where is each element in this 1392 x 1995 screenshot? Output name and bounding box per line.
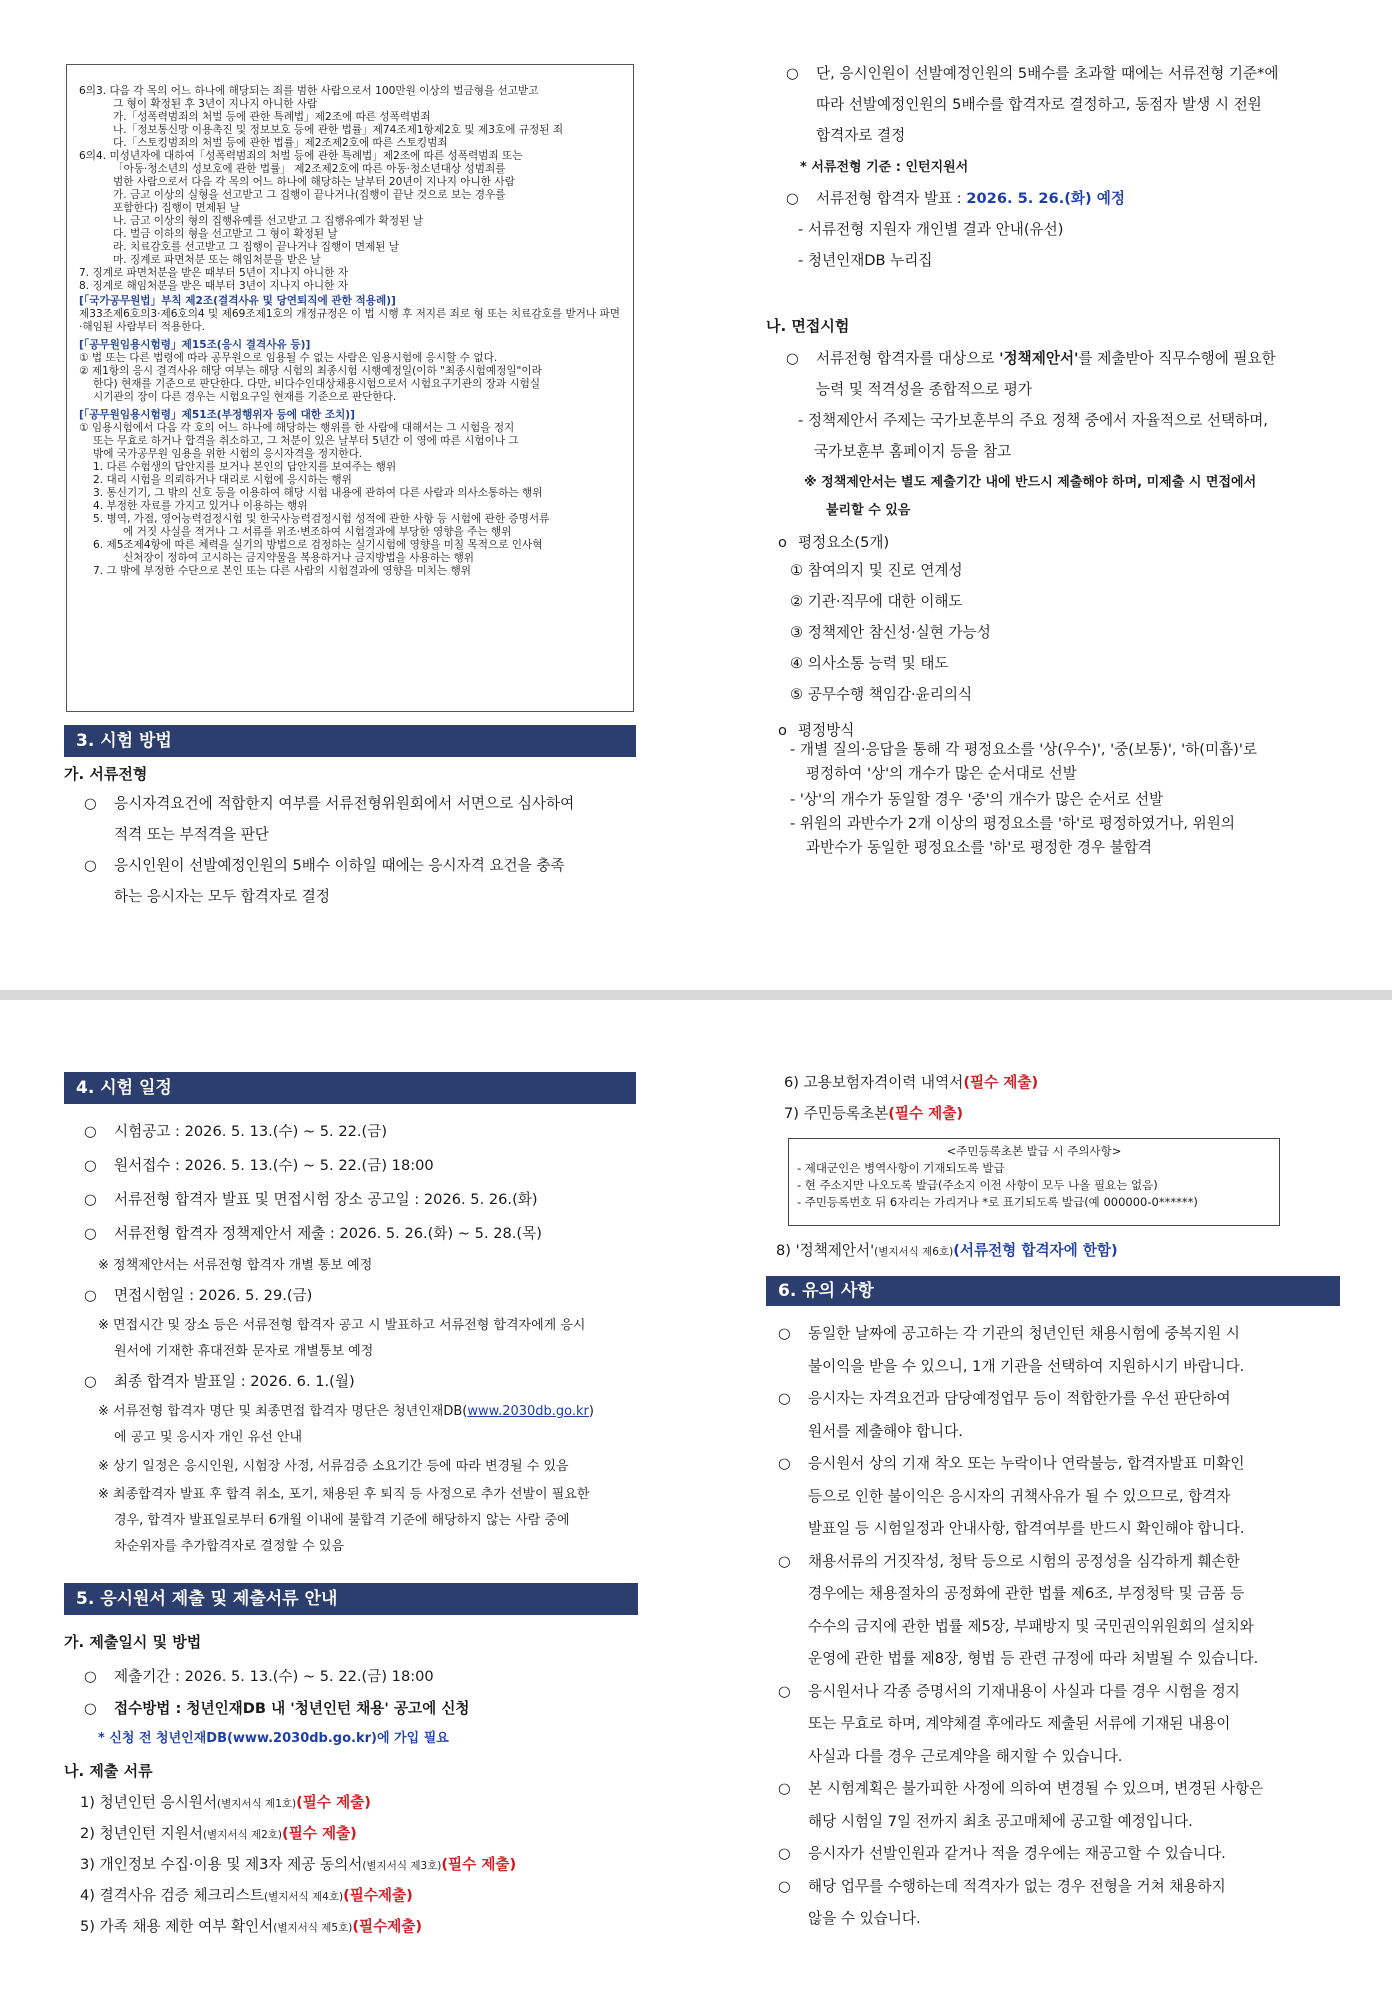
circle-bullet-icon: ○ [786,350,799,367]
circle-bullet-icon: ○ [778,1780,791,1797]
list-item-dash: - 정책제안서 주제는 국가보훈부의 주요 정책 중에서 자율적으로 선택하며, [798,412,1268,429]
circle-bullet-icon: ○ [84,1157,97,1174]
box-line: 「아동·청소년의 성보호에 관한 법률」 제2조제2호에 따른 아동·청소년대상 성범죄를 [113,163,506,175]
circle-bullet-icon: ○ [786,190,799,207]
list-item: ○ 응시인원이 선발예정인원의 5배수 이하일 때에는 응시자격 요건을 충족 [84,850,565,881]
caution-item-cont: 해당 시험일 7일 전까지 최초 공고매체에 공고할 예정입니다. [808,1812,1193,1830]
schedule-note: ※ 면접시간 및 장소 등은 서류전형 합격자 공고 시 발표하고 서류전형 합격자에게 응시 [98,1318,586,1333]
box-line: 또는 무효로 하거나 합격을 취소하고, 그 처분이 있은 날부터 5년간 이 영에 따른 시험이나 그 [93,435,519,447]
box-line: 포함한다) 집행이 면제된 날 [113,202,240,214]
schedule-note-cont: 에 공고 및 응시자 개인 유선 안내 [114,1430,303,1445]
box-heading: [「국가공무원법」부칙 제2조(결격사유 및 당연퇴직에 관한 적용례)] [79,295,396,307]
schedule-item: ○ 서류전형 합격자 정책제안서 제출 : 2026. 5. 26.(화) ~ 5. 28.(목) [84,1218,542,1249]
circle-bullet-icon: ○ [778,1455,791,1472]
method-line: 평정하여 '상'의 개수가 많은 순서대로 선발 [806,765,1077,782]
box-line: 6의3. 다음 각 목의 어느 하나에 해당되는 죄를 범한 사람으로서 100만원 이상의 벌금형을 선고받고 [79,85,539,97]
box-line: 범한 사람으로서 다음 각 목의 어느 하나에 해당하는 날부터 20년이 지나지 아니한 사람 [113,176,515,188]
caution-item-cont: 또는 무효로 하며, 계약체결 후에라도 제출된 서류에 기재된 내용이 [808,1715,1231,1732]
section-3-header: 3. 시험 방법 [64,725,636,757]
circle-bullet-icon: ○ [778,1877,791,1895]
box-line: 5. 병역, 가점, 영어능력검정시험 및 한국사능력검정시험 성적에 관한 사항 등 시험에 관한 증명서류 [93,513,550,525]
doc-item: 3) 개인정보 수집·이용 및 제3자 제공 동의서(별지서식 제3호)(필수 제출) [80,1856,517,1873]
subsection-heading: 가. 제출일시 및 방법 [64,1633,202,1651]
method-line: - 위원의 과반수가 2개 이상의 평정요소를 '하'로 평정하였거나, 위원의 [790,815,1235,832]
doc-item: 6) 고용보험자격이력 내역서(필수 제출) [784,1074,1039,1091]
page-separator [0,990,1392,1000]
list-item-cont: 적격 또는 부적격을 판단 [114,826,269,843]
notice-line: - 주민등록번호 뒤 6자리는 가리거나 *로 표기되도록 발급(예 000000-0******) [797,1195,1198,1209]
circle-bullet-icon: ○ [778,1552,791,1570]
circle-bullet-icon: ○ [778,1390,791,1407]
section-6-header: 6. 유의 사항 [766,1276,1340,1306]
schedule-item: ○ 시험공고 : 2026. 5. 13.(수) ~ 5. 22.(금) [84,1116,387,1147]
eval-item: ② 기관·직무에 대한 이해도 [790,593,963,610]
list-item: o 평정방식 [778,715,854,746]
circle-bullet-icon: ○ [786,65,799,82]
box-line: 6. 제5조제4항에 따른 체력을 실기의 방법으로 검정하는 실기시험에 영향을 미칠 목적으로 인사혁 [93,539,543,551]
box-text: 제33조제6호의3·제6호의4 및 제69조제1호의 개정규정은 이 법 시행 후 저지른 죄로 형 또는 치료감호를 받거나 파면·해임된 사람부터 적용한다. [79,308,620,333]
list-item-dash: - 청년인재DB 누리집 [798,252,933,269]
circle-bullet-icon: ○ [778,1682,791,1700]
circle-bullet-icon: ○ [84,1225,97,1242]
caution-item-cont: 원서를 제출해야 합니다. [808,1422,963,1440]
list-item-dash: - 서류전형 지원자 개인별 결과 안내(유선) [798,221,1064,238]
caution-item: ○ 응시자는 자격요건과 담당예정업무 등이 적합한가를 우선 판단하여 [778,1383,1231,1416]
caution-item: ○ 응시원서 상의 기재 착오 또는 누락이나 연락불능, 합격자발표 미확인 [778,1448,1245,1481]
method-line: 과반수가 동일한 평정요소를 '하'로 평정한 경우 불합격 [806,839,1153,856]
doc-item: 8) '정책제안서'(별지서식 제6호)(서류전형 합격자에 한함) [776,1242,1118,1259]
warning-note-cont: 불리할 수 있음 [826,503,911,518]
schedule-note-cont: 차순위자를 추가합격자로 결정할 수 있음 [114,1539,345,1554]
eval-item: ⑤ 공무수행 책임감·윤리의식 [790,686,973,703]
list-item-cont: 하는 응시자는 모두 합격자로 결정 [114,888,330,905]
box-line: 그 형이 확정된 후 3년이 지나지 아니한 사람 [113,98,318,110]
caution-item-cont: 수수의 금지에 관한 법률 제5장, 부패방지 및 국민권익위원회의 설치와 [808,1617,1254,1635]
warning-note: ※ 정책제안서는 별도 제출기간 내에 반드시 제출해야 하며, 미제출 시 면접에서 [804,475,1257,490]
method-line: - '상'의 개수가 동일할 경우 '중'의 개수가 많은 순서로 선발 [790,791,1164,808]
box-line: 밖에 국가공무원 임용을 위한 시험의 응시자격을 정지한다. [93,448,363,460]
box-line: 시기관의 장이 다른 경우는 시험요구일 현재를 기준으로 판단한다. [93,391,397,403]
box-line: 3. 통신기기, 그 밖의 신호 등을 이용하여 해당 시험 내용에 관하여 다른 사람과 의사소통하는 행위 [93,487,543,499]
box-line: 다.「스토킹범죄의 처벌 등에 관한 법률」제2조제2호에 따른 스토킹범죄 [113,137,448,149]
schedule-note: ※ 최종합격자 발표 후 합격 취소, 포기, 채용된 후 퇴직 등 사정으로 추가 선발이 필요한 [98,1487,590,1502]
notice-title: <주민등록초본 발급 시 주의사항> [946,1144,1122,1158]
box-line: 7. 징계로 파면처분을 받은 때부터 5년이 지나지 아니한 자 [79,267,348,279]
box-line: 나. 금고 이상의 형의 집행유예를 선고받고 그 집행유예가 확정된 날 [113,215,423,227]
schedule-note: ※ 정책제안서는 서류전형 합격자 개별 통보 예정 [98,1258,373,1273]
method-line: - 개별 질의·응답을 통해 각 평정요소를 '상(우수)', '중(보통)', '하(미흡)'로 [790,741,1257,758]
schedule-item: ○ 원서접수 : 2026. 5. 13.(수) ~ 5. 22.(금) 18:00 [84,1150,434,1181]
box-line: 가.「성폭력범죄의 처벌 등에 관한 특례법」제2조에 따른 성폭력범죄 [113,111,431,123]
caution-item: ○ 동일한 날짜에 공고하는 각 기관의 청년인턴 채용시험에 중복지원 시 [778,1318,1240,1351]
doc-item: 4) 결격사유 검증 체크리스트(별지서식 제4호)(필수제출) [80,1887,413,1904]
schedule-item: ○ 면접시험일 : 2026. 5. 29.(금) [84,1280,312,1311]
box-line: 7. 그 밖에 부정한 수단으로 본인 또는 다른 사람의 시험결과에 영향을 미치는 행위 [93,565,471,577]
box-line: 6의4. 미성년자에 대하여「성폭력범죄의 처벌 등에 관한 특례법」제2조에 따른 성폭력범죄 또는 [79,150,523,162]
section-5-header: 5. 응시원서 제출 및 제출서류 안내 [64,1583,638,1615]
box-heading: [「공무원임용시험령」제15조(응시 결격사유 등)] [79,339,311,351]
list-item-cont: 따라 선발예정인원의 5배수를 합격자로 결정하고, 동점자 발생 시 전원 [816,96,1262,113]
notice-line: - 현 주소지만 나오도록 발급(주소지 이전 사항이 모두 나올 필요는 없음) [797,1178,1158,1192]
criteria-note: * 서류전형 기준 : 인턴지원서 [800,160,969,175]
box-line: ① 법 또는 다른 법령에 따라 공무원으로 임용될 수 없는 사람은 임용시험에 응시할 수 없다. [79,352,498,364]
schedule-note-cont: 원서에 기재한 휴대전화 문자로 개별통보 예정 [114,1344,374,1359]
list-item: ○ 응시자격요건에 적합한지 여부를 서류전형위원회에서 서면으로 심사하여 [84,788,574,819]
circle-bullet-icon: ○ [778,1845,791,1862]
page-1 [0,0,1392,990]
eval-item: ① 참여의지 및 진로 연계성 [790,562,963,579]
circle-bullet-icon: ○ [84,1123,97,1140]
schedule-item: ○ 서류전형 합격자 발표 및 면접시험 장소 공고일 : 2026. 5. 26.(화) [84,1184,538,1215]
section-4-header: 4. 시험 일정 [64,1072,636,1104]
circle-bullet-icon: ○ [84,1191,97,1208]
list-item-cont: 합격자로 결정 [816,127,906,144]
caution-item-cont: 불이익을 받을 수 있으니, 1개 기관을 선택하여 지원하시기 바랍니다. [808,1357,1245,1375]
list-item-cont: 국가보훈부 홈페이지 등을 참고 [814,443,1012,460]
caution-item-cont: 등으로 인한 불이익은 응시자의 귀책사유가 될 수 있으므로, 합격자 [808,1487,1231,1505]
small-circle-bullet-icon: o [778,722,787,739]
doc-item: 1) 청년인턴 응시원서(별지서식 제1호)(필수 제출) [80,1794,371,1811]
box-line: ① 임용시험에서 다음 각 호의 어느 하나에 해당하는 행위를 한 사람에 대해서는 그 시험을 정지 [79,422,515,434]
box-line: 다. 벌금 이하의 형을 선고받고 그 형이 확정된 날 [113,228,338,240]
db-link[interactable]: www.2030db.go.kr [467,1404,589,1419]
caution-item-cont: 발표일 등 시험일정과 안내사항, 합격여부를 반드시 확인해야 합니다. [808,1520,1245,1537]
circle-bullet-icon: ○ [84,1700,97,1717]
box-line: 가. 금고 이상의 실형을 선고받고 그 집행이 끝나거나(집행이 끝난 것으로 보는 경우를 [113,189,506,201]
list-item: o 평정요소(5개) [778,527,889,558]
notice-line: - 제대군인은 병역사항이 기재되도록 발급 [797,1161,1005,1175]
subsection-heading: 나. 면접시험 [766,317,850,335]
doc-item: 5) 가족 채용 제한 여부 확인서(별지서식 제5호)(필수제출) [80,1918,423,1935]
caution-item: ○ 채용서류의 거짓작성, 청탁 등으로 시험의 공정성을 심각하게 훼손한 [778,1546,1240,1579]
schedule-item: ○ 최종 합격자 발표일 : 2026. 6. 1.(월) [84,1366,355,1397]
doc-item: 2) 청년인턴 지원서(별지서식 제2호)(필수 제출) [80,1825,357,1842]
list-item: ○ 서류전형 합격자 발표 : 2026. 5. 26.(화) 예정 [786,183,1125,214]
circle-bullet-icon: ○ [778,1325,791,1342]
doc-item: 7) 주민등록초본(필수 제출) [784,1105,964,1122]
schedule-note: ※ 상기 일정은 응시인원, 시험장 사정, 서류검증 소요기간 등에 따라 변경될 수 있음 [98,1459,569,1474]
eval-item: ③ 정책제안 참신성·실현 가능성 [790,624,991,641]
schedule-note-cont: 경우, 합격자 발표일로부터 6개월 이내에 불합격 기준에 해당하지 않는 사람 중에 [114,1513,570,1528]
box-line: ② 제1항의 응시 결격사유 해당 여부는 해당 시험의 최종시험 시행예정일(이하 "최종시험예정일"이라 [79,365,542,377]
schedule-note: ※ 서류전형 합격자 명단 및 최종면접 합격자 명단은 청년인재DB(www.2030db.go.kr) [98,1404,594,1419]
resident-registration-notice [788,1138,1280,1226]
box-line: 신처장이 정하여 고시하는 금지약물을 복용하거나 금지방법을 사용하는 행위 [123,552,475,564]
box-line: 마. 징계로 파면처분 또는 해임처분을 받은 날 [113,254,321,266]
caution-item: ○ 해당 업무를 수행하는데 적격자가 없는 경우 전형을 거쳐 채용하지 [778,1871,1226,1904]
circle-bullet-icon: ○ [84,1287,97,1304]
box-line: 에 거짓 사실을 적거나 그 서류를 위조·변조하여 시험결과에 부당한 영향을 주는 행위 [123,526,512,538]
box-line: 한다) 현재를 기준으로 판단한다. 다만, 비다수인대상채용시험으로서 시험요구기관의 장과 시험실 [93,378,541,390]
legal-excerpt-box [66,64,634,712]
subsection-heading: 나. 제출 서류 [64,1762,153,1780]
caution-item: ○ 본 시험계획은 불가피한 사정에 의하여 변경될 수 있으며, 변경된 사항은 [778,1773,1263,1806]
caution-item-cont: 않을 수 있습니다. [808,1910,921,1927]
box-line: 나.「정보통신망 이용촉진 및 정보보호 등에 관한 법률」제74조제1항제2호 및 제3호에 규정된 죄 [113,124,564,136]
eval-item: ④ 의사소통 능력 및 태도 [790,655,949,672]
box-line: 4. 부정한 자료를 가지고 있거나 이용하는 행위 [93,500,308,512]
box-heading: [「공무원임용시험령」제51조(부정행위자 등에 대한 조치)] [79,409,355,421]
list-item: ○ 서류전형 합격자를 대상으로 '정책제안서'를 제출받아 직무수행에 필요한 [786,343,1276,374]
caution-item: ○ 응시원서나 각종 증명서의 기재내용이 사실과 다를 경우 시험을 정지 [778,1676,1240,1709]
subsection-heading: 가. 서류전형 [64,765,148,783]
submit-item: ○ 제출기간 : 2026. 5. 13.(수) ~ 5. 22.(금) 18:00 [84,1661,434,1692]
box-line: 라. 치료감호를 선고받고 그 집행이 끝나거나 집행이 면제된 날 [113,241,400,253]
small-circle-bullet-icon: o [778,534,787,551]
box-line: 1. 다른 수험생의 답안지를 보거나 본인의 답안지를 보여주는 행위 [93,461,397,473]
caution-item-cont: 경우에는 채용절차의 공정화에 관한 법률 제6조, 부정청탁 및 금품 등 [808,1585,1245,1602]
circle-bullet-icon: ○ [84,1668,97,1685]
list-item-cont: 능력 및 적격성을 종합적으로 평가 [816,381,1032,398]
caution-item-cont: 운영에 관한 법률 제8장, 형법 등 관련 규정에 따라 처벌될 수 있습니다. [808,1650,1259,1667]
box-line: 8. 징계로 해임처분을 받은 때부터 3년이 지나지 아니한 자 [79,280,348,292]
circle-bullet-icon: ○ [84,857,97,874]
circle-bullet-icon: ○ [84,795,97,812]
circle-bullet-icon: ○ [84,1373,97,1390]
caution-item-cont: 사실과 다를 경우 근로계약을 해지할 수 있습니다. [808,1747,1123,1765]
caution-item: ○ 응시자가 선발인원과 같거나 적을 경우에는 재공고할 수 있습니다. [778,1838,1226,1871]
list-item: ○ 단, 응시인원이 선발예정인원의 5배수를 초과할 때에는 서류전형 기준*에 [786,58,1279,89]
box-line: 2. 대리 시험을 의뢰하거나 대리로 시험에 응시하는 행위 [93,474,352,486]
submit-item: ○ 접수방법 : 청년인재DB 내 '청년인턴 채용' 공고에 신청 [84,1693,470,1724]
signup-note: * 신청 전 청년인재DB(www.2030db.go.kr)에 가입 필요 [98,1731,449,1746]
